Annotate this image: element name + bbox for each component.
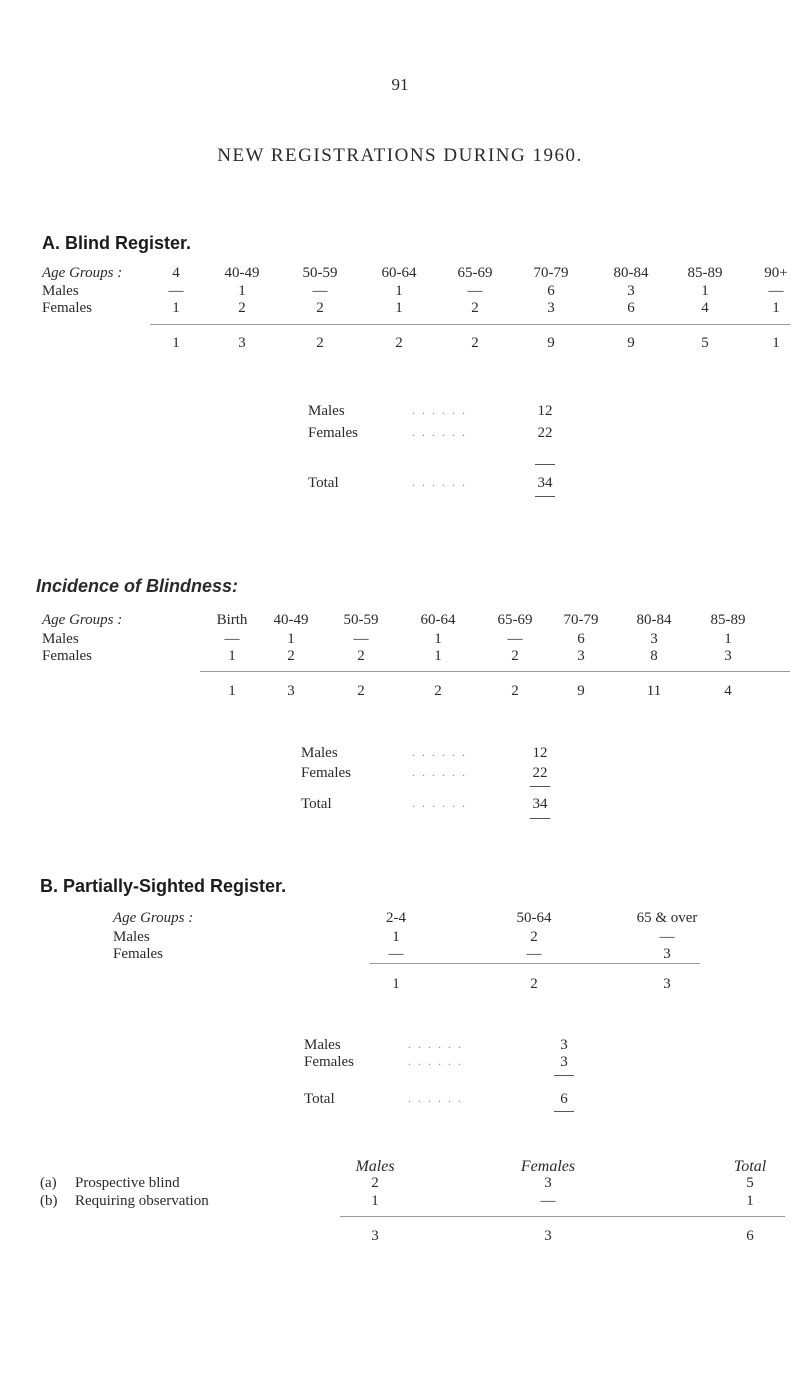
incidence-heading: Incidence of Blindness: [36,576,239,596]
females-summary-label: Females [304,1054,354,1070]
females-summary-label: Females [301,765,351,781]
age-groups-label: Age Groups : [113,910,194,926]
females-summary-value: 22 [532,765,548,781]
total-summary-label: Total [308,475,339,491]
total-summary-label: Total [304,1091,335,1107]
row-label: Females [42,648,92,664]
sum-rule [530,786,550,787]
column-header: 4 [172,265,180,281]
table-cell: — [507,631,523,647]
total-cell: 2 [316,335,324,351]
leader-dots: . . . . . . [412,765,467,779]
table-cell: 1 [395,300,403,316]
table-cell: — [353,631,369,647]
column-header: 70-79 [563,612,599,628]
table-cell: 2 [316,300,324,316]
table-cell: 1 [371,1193,379,1209]
leader-dots: . . . . . . [412,796,467,810]
column-header: Total [733,1158,767,1175]
blind-register-heading: A. Blind Register. [42,233,192,253]
table-cell: — [312,283,328,299]
sum-rule [535,496,555,497]
males-summary-label: Males [304,1037,341,1053]
total-cell: 2 [471,335,479,351]
table-cell: 1 [772,300,780,316]
total-summary-value: 34 [532,796,548,812]
table-cell: 4 [701,300,709,316]
total-cell: 2 [434,683,442,699]
row-label: Males [113,929,150,945]
column-header: 50-64 [516,910,552,926]
column-header: 50-59 [302,265,338,281]
column-header: 40-49 [224,265,260,281]
table-cell: 3 [724,648,732,664]
row-label: Females [113,946,163,962]
row-prefix: (b) [40,1193,58,1209]
partially-sighted-heading: B. Partially-Sighted Register. [40,876,287,896]
females-summary-value: 3 [560,1054,568,1070]
row-prefix: (a) [40,1175,57,1191]
column-header: 65 & over [636,910,698,926]
table-cell: 1 [724,631,732,647]
sum-rule [535,464,555,465]
total-cell: 1 [172,335,180,351]
total-cell: 2 [511,683,519,699]
table-cell: 2 [371,1175,379,1191]
total-rule [340,1216,785,1217]
table-cell: 1 [287,631,295,647]
table-cell: — [540,1193,556,1209]
sum-rule [554,1111,574,1112]
table-cell: 2 [238,300,246,316]
leader-dots: . . . . . . [408,1037,463,1051]
leader-dots: . . . . . . [412,403,467,417]
table-cell: — [768,283,784,299]
age-groups-label: Age Groups : [42,612,123,628]
row-label: Males [42,631,79,647]
total-cell: 2 [530,976,538,992]
row-label: Males [42,283,79,299]
column-header: 85-89 [710,612,746,628]
column-header: 50-59 [343,612,379,628]
leader-dots: . . . . . . [408,1054,463,1068]
total-summary-value: 34 [537,475,553,491]
total-cell: 9 [577,683,585,699]
table-cell: 3 [663,946,671,962]
total-cell: 4 [724,683,732,699]
females-summary-label: Females [308,425,358,441]
column-header: Males [355,1158,395,1175]
row-label: Requiring observation [75,1193,209,1209]
page-title: NEW REGISTRATIONS DURING 1960. [217,145,583,166]
table-cell: 1 [434,631,442,647]
table-cell: 1 [228,648,236,664]
table-cell: 3 [650,631,658,647]
table-cell: 1 [238,283,246,299]
total-cell: 3 [371,1228,379,1244]
total-cell: 1 [772,335,780,351]
table-cell: 6 [577,631,585,647]
total-cell: 9 [547,335,555,351]
table-cell: — [526,946,542,962]
column-header: 85-89 [687,265,723,281]
table-cell: 1 [701,283,709,299]
column-header: 80-84 [636,612,672,628]
total-rule [370,963,700,964]
total-cell: 11 [646,683,662,699]
table-cell: 6 [547,283,555,299]
total-cell: 5 [701,335,709,351]
table-cell: 8 [650,648,658,664]
table-cell: 2 [287,648,295,664]
column-header: 60-64 [420,612,456,628]
table-cell: 5 [746,1175,754,1191]
column-header: 60-64 [381,265,417,281]
leader-dots: . . . . . . [412,475,467,489]
table-cell: 3 [544,1175,552,1191]
total-cell: 3 [238,335,246,351]
table-cell: — [467,283,483,299]
total-summary-label: Total [301,796,332,812]
column-header: Birth [216,612,248,628]
total-rule [150,324,790,325]
table-cell: 1 [392,929,400,945]
total-cell: 9 [627,335,635,351]
row-label: Prospective blind [75,1175,180,1191]
table-cell: 2 [530,929,538,945]
total-summary-value: 6 [560,1091,568,1107]
males-summary-value: 12 [532,745,548,761]
males-summary-label: Males [308,403,345,419]
column-header: 90+ [764,265,788,281]
sum-rule [530,818,550,819]
table-cell: 1 [746,1193,754,1209]
total-cell: 1 [228,683,236,699]
column-header: 40-49 [273,612,309,628]
total-rule [200,671,790,672]
total-cell: 3 [544,1228,552,1244]
table-cell: 2 [471,300,479,316]
table-cell: 1 [172,300,180,316]
table-cell: — [659,929,675,945]
table-cell: 1 [434,648,442,664]
leader-dots: . . . . . . [412,425,467,439]
table-cell: 6 [627,300,635,316]
table-cell: — [224,631,240,647]
column-header: 70-79 [533,265,569,281]
table-cell: 3 [627,283,635,299]
table-cell: 2 [357,648,365,664]
sum-rule [554,1075,574,1076]
total-cell: 6 [746,1228,754,1244]
males-summary-value: 12 [537,403,553,419]
males-summary-label: Males [301,745,338,761]
column-header: Females [520,1158,576,1175]
page-number: 91 [391,75,409,94]
age-groups-label: Age Groups : [42,265,123,281]
total-cell: 3 [663,976,671,992]
column-header: 65-69 [457,265,493,281]
column-header: 65-69 [497,612,533,628]
column-header: 2-4 [386,910,406,926]
table-cell: — [388,946,404,962]
total-cell: 2 [357,683,365,699]
table-cell: 3 [547,300,555,316]
table-cell: 3 [577,648,585,664]
males-summary-value: 3 [560,1037,568,1053]
table-cell: 1 [395,283,403,299]
leader-dots: . . . . . . [408,1091,463,1105]
total-cell: 2 [395,335,403,351]
table-cell: — [168,283,184,299]
females-summary-value: 22 [537,425,553,441]
row-label: Females [42,300,92,316]
leader-dots: . . . . . . [412,745,467,759]
table-cell: 2 [511,648,519,664]
total-cell: 3 [287,683,295,699]
total-cell: 1 [392,976,400,992]
column-header: 80-84 [613,265,649,281]
